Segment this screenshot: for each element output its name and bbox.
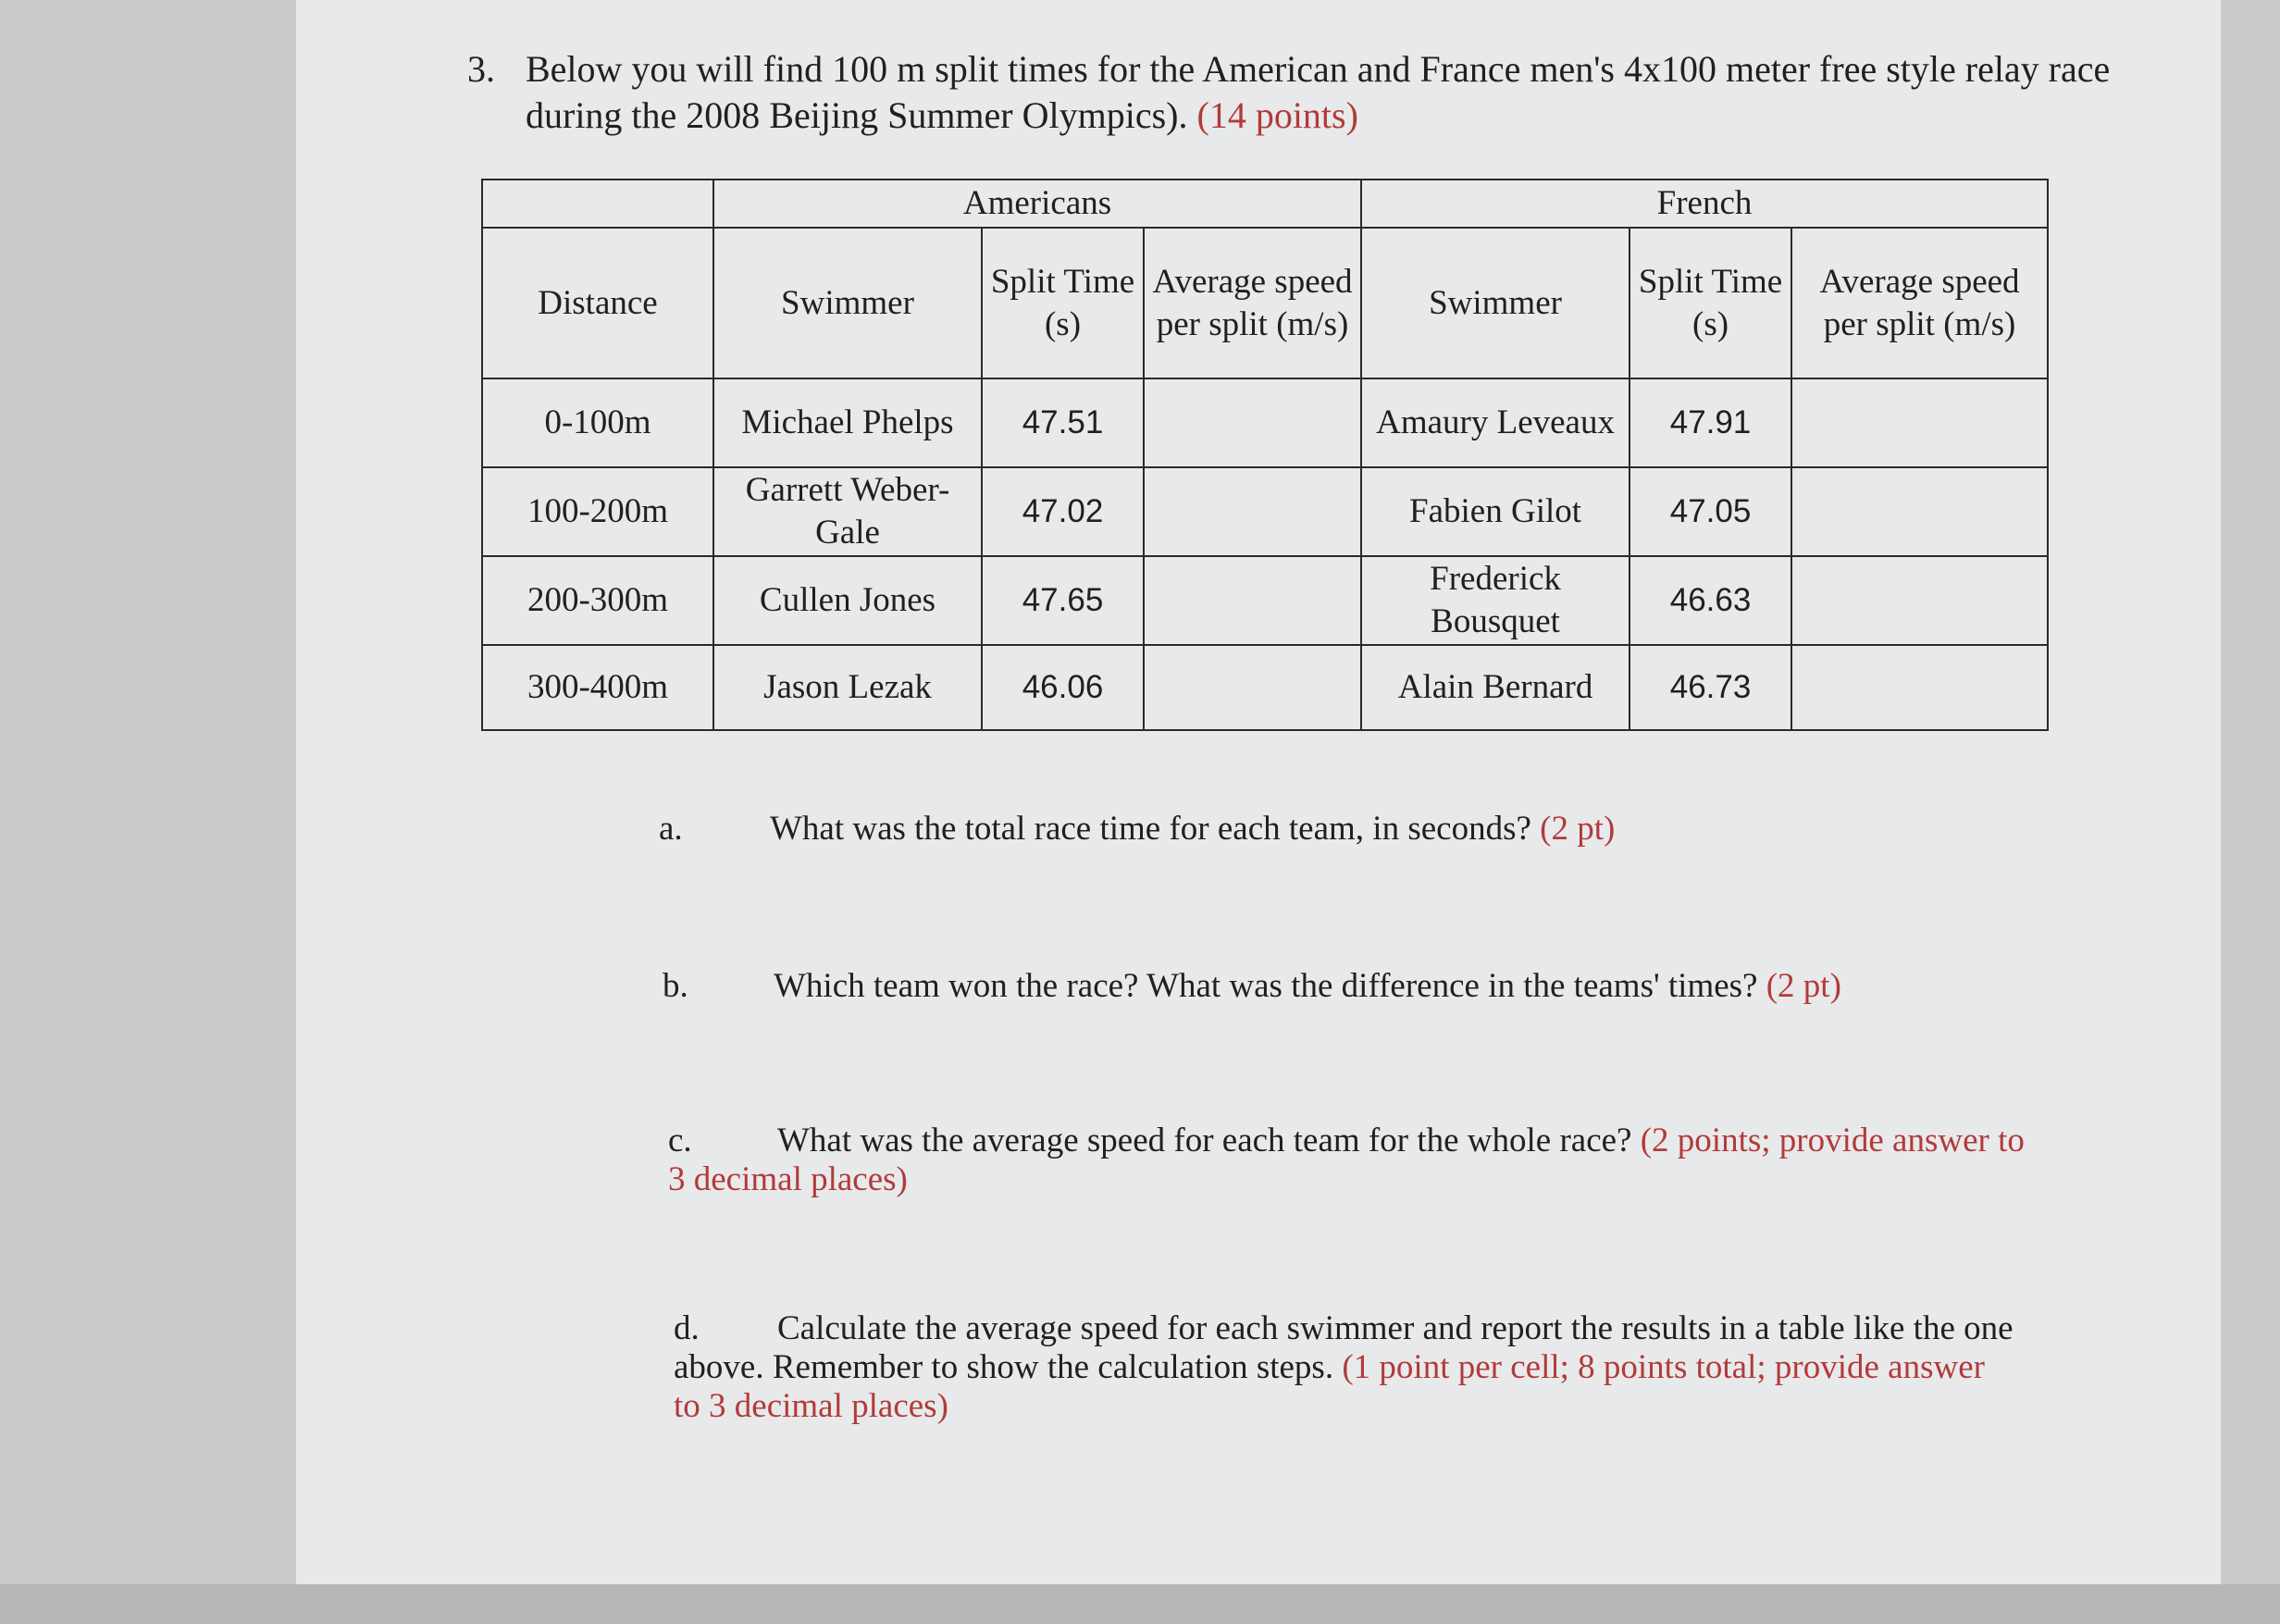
us-swimmer-cell: Jason Lezak	[713, 645, 982, 730]
us-avg-speed-cell	[1144, 556, 1361, 645]
part-text: Which team won the race? What was the difference in the teams' times?	[774, 967, 1758, 1005]
fr-swimmer-cell: Amaury Leveaux	[1361, 378, 1629, 467]
fr-split-time-cell: 46.63	[1629, 556, 1791, 645]
fr-swimmer-cell: Alain Bernard	[1361, 645, 1629, 730]
distance-cell: 0-100m	[482, 378, 713, 467]
fr-avg-speed-cell	[1791, 556, 2048, 645]
us-split-time-cell: 47.02	[982, 467, 1144, 556]
part-points: (2 pt)	[1766, 967, 1841, 1005]
french-header: French	[1361, 180, 2048, 228]
part-text: What was the total race time for each team, in seconds?	[770, 810, 1531, 848]
fr-split-time-cell: 47.05	[1629, 467, 1791, 556]
fr-split-time-cell: 46.73	[1629, 645, 1791, 730]
part-label: a.	[659, 810, 683, 848]
distance-header: Distance	[482, 228, 713, 378]
table-row	[482, 645, 2048, 730]
part-label: c.	[668, 1122, 692, 1159]
part-points: (2 pt)	[1540, 810, 1616, 848]
distance-cell: 200-300m	[482, 556, 713, 645]
us-swimmer-header: Swimmer	[713, 228, 982, 378]
question-text: Below you will find 100 m split times for the American and France men's 4x100 meter free style relay race during the 2008 Beijing Summer Olympics). (14 points)	[526, 48, 2111, 136]
fr-avg-speed-cell	[1791, 467, 2048, 556]
fr-avg-speed-header: Average speed per split (m/s)	[1791, 228, 2048, 378]
split-times-table	[481, 179, 2049, 731]
question-points: (14 points)	[1196, 94, 1358, 136]
americans-header: Americans	[713, 180, 1361, 228]
fr-avg-speed-cell	[1791, 645, 2048, 730]
us-avg-speed-header: Average speed per split (m/s)	[1144, 228, 1361, 378]
header-empty-cell	[482, 180, 713, 228]
fr-avg-speed-cell	[1791, 378, 2048, 467]
part-points: (1 point per cell; 8 points total; provide answer to 3 decimal places)	[674, 1348, 1985, 1425]
us-split-time-header: Split Time (s)	[982, 228, 1144, 378]
part-b	[663, 967, 2004, 1006]
fr-split-time-header: Split Time (s)	[1629, 228, 1791, 378]
us-avg-speed-cell	[1144, 467, 1361, 556]
part-a	[659, 810, 2001, 849]
part-text: What was the average speed for each team for the whole race?	[777, 1122, 1632, 1159]
question-3	[467, 46, 2114, 139]
us-avg-speed-cell	[1144, 645, 1361, 730]
part-points: (2 points; provide answer to 3 decimal places)	[668, 1122, 2025, 1198]
us-avg-speed-cell	[1144, 378, 1361, 467]
distance-cell: 300-400m	[482, 645, 713, 730]
screen-bottom-edge	[0, 1584, 2280, 1624]
us-swimmer-cell: Garrett Weber-Gale	[713, 467, 982, 556]
question-number: 3.	[467, 48, 495, 90]
part-label: d.	[674, 1309, 700, 1347]
part-text: Calculate the average speed for each swimmer and report the results in a table like the one above. Remember to show the calculation steps.	[674, 1309, 2014, 1386]
us-swimmer-cell: Cullen Jones	[713, 556, 982, 645]
table-row	[482, 378, 2048, 467]
part-c	[668, 1122, 2028, 1199]
fr-swimmer-cell: Frederick Bousquet	[1361, 556, 1629, 645]
us-split-time-cell: 47.51	[982, 378, 1144, 467]
us-split-time-cell: 46.06	[982, 645, 1144, 730]
fr-swimmer-header: Swimmer	[1361, 228, 1629, 378]
fr-swimmer-cell: Fabien Gilot	[1361, 467, 1629, 556]
distance-cell: 100-200m	[482, 467, 713, 556]
fr-split-time-cell: 47.91	[1629, 378, 1791, 467]
us-split-time-cell: 47.65	[982, 556, 1144, 645]
table-row	[482, 467, 2048, 556]
column-header-row	[482, 228, 2048, 378]
us-swimmer-cell: Michael Phelps	[713, 378, 982, 467]
part-label: b.	[663, 967, 688, 1005]
team-header-row	[482, 180, 2048, 228]
table-row	[482, 556, 2048, 645]
part-d	[674, 1309, 2015, 1426]
